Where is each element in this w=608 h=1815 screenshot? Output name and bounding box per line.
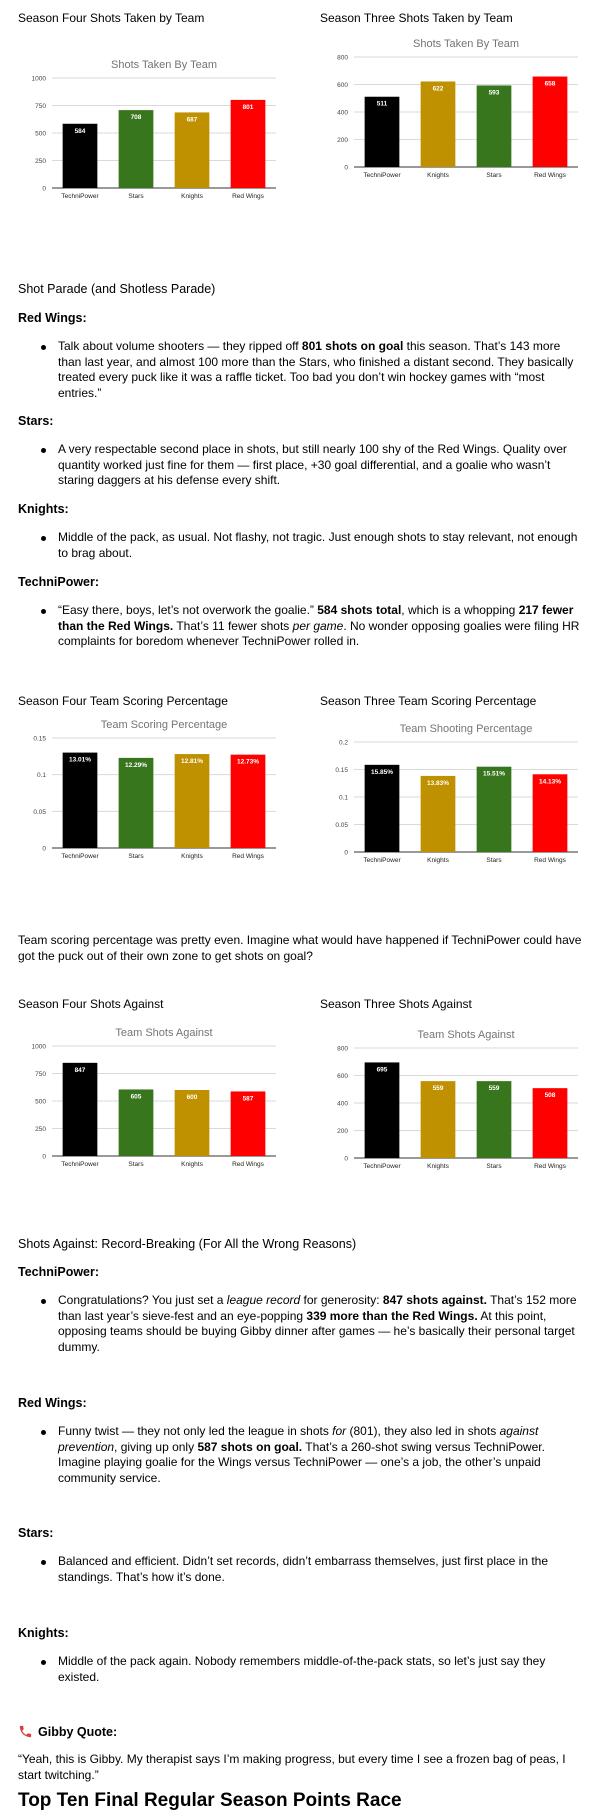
y-tick-label: 0 (42, 845, 46, 853)
y-tick-label: 250 (35, 1126, 46, 1133)
team-heading-knights: Knights: (18, 502, 69, 516)
y-tick-label: 800 (337, 54, 348, 62)
y-tick-label: 0 (344, 164, 348, 172)
bar (63, 1063, 98, 1156)
team-heading-red-wings: Red Wings: (18, 311, 87, 325)
data-label: 508 (544, 1092, 556, 1100)
list-item: Talk about volume shooters — they ripped off 801 shots on goal this season. That’s 143 more than last year, and almost 100 more than the Stars, who finished a distant second. They basically treated every puck like it was a raffle ticket. Too bad you don’t win hockey games with “most entries.” (58, 339, 586, 401)
bar (477, 767, 512, 852)
y-tick-label: 750 (35, 1071, 46, 1078)
chart-s3-shots-taken (320, 37, 590, 197)
quote-label: Gibby Quote: (38, 1724, 118, 1739)
x-tick-label: Red Wings (232, 853, 264, 860)
team-heading-knights: Knights: (18, 1626, 69, 1640)
section-title: Top Ten Final Regular Season Points Race (18, 1790, 402, 1811)
data-label: 695 (376, 1066, 388, 1074)
bar (421, 1081, 456, 1158)
y-tick-label: 1000 (31, 75, 46, 83)
x-tick-label: Stars (128, 193, 144, 200)
x-tick-label: Knights (181, 853, 203, 860)
chart-title: Team Shots Against (417, 1029, 515, 1041)
chart-s4-shots-taken (18, 58, 288, 218)
team-heading-stars: Stars: (18, 414, 54, 428)
chart-title: Shots Taken By Team (111, 59, 217, 71)
data-label: 15.85% (370, 768, 394, 776)
chart-s3-shots-against (320, 1028, 590, 1188)
list-item: Congratulations? You just set a league record for generosity: 847 shots against. That’s 152 more than last year’s sieve-fest and an eye-popping 339 more than the Red Wings. At this point, opposing teams should be buying Gibby dinner after games — he’s basically their personal target dummy. (58, 1293, 586, 1355)
list-item: Balanced and efficient. Didn’t set records, didn’t embarrass themselves, just first place in the standings. That’s how it’s done. (58, 1554, 586, 1585)
data-label: 559 (432, 1085, 444, 1093)
data-label: 15.51% (482, 770, 506, 778)
list-item: A very respectable second place in shots, but still nearly 100 shy of the Red Wings. Quality over quantity worked just fine for them — first place, +30 goal differential, and a goalie who wasn’t staring daggers at his defense every shift. (58, 442, 586, 489)
bar (421, 776, 456, 852)
x-tick-label: Red Wings (534, 857, 566, 864)
y-tick-label: 0.1 (338, 794, 348, 802)
bar (533, 77, 568, 167)
y-tick-label: 200 (337, 137, 348, 144)
x-tick-label: Stars (486, 857, 502, 864)
x-tick-label: Stars (128, 853, 144, 860)
bar (175, 754, 210, 848)
chart-heading: Season Three Shots Taken by Team (320, 11, 513, 25)
y-tick-label: 0.05 (335, 822, 348, 829)
x-tick-label: TechniPower (363, 1163, 401, 1170)
y-tick-label: 200 (337, 1128, 348, 1135)
y-tick-label: 0.15 (33, 735, 46, 743)
x-tick-label: TechniPower (61, 853, 99, 860)
x-tick-label: Knights (427, 172, 449, 179)
data-label: 622 (432, 85, 444, 93)
bar (63, 753, 98, 848)
list-item: Middle of the pack, as usual. Not flashy, not tragic. Just enough shots to stay relevant, not enough to brag about. (58, 530, 586, 561)
data-label: 587 (242, 1095, 254, 1103)
list-item: Middle of the pack again. Nobody remembers middle-of-the-pack stats, so let’s just say they existed. (58, 1654, 586, 1685)
data-label: 605 (130, 1093, 142, 1101)
bar (477, 85, 512, 167)
x-tick-label: Stars (486, 172, 502, 179)
bar (421, 81, 456, 167)
bar (119, 758, 154, 848)
data-label: 511 (376, 100, 388, 108)
y-tick-label: 500 (35, 1098, 46, 1106)
section-heading: Shot Parade (and Shotless Parade) (18, 282, 216, 296)
data-label: 12.73% (236, 758, 260, 766)
phone-icon (18, 1724, 33, 1739)
x-tick-label: Stars (128, 1161, 144, 1168)
x-tick-label: TechniPower (61, 1161, 99, 1168)
y-tick-label: 0.2 (338, 739, 348, 747)
chart-title: Team Shots Against (115, 1027, 213, 1039)
data-label: 14.13% (538, 778, 562, 786)
x-tick-label: TechniPower (61, 193, 99, 200)
y-tick-label: 0.15 (335, 767, 348, 774)
chart-title: Team Scoring Percentage (100, 719, 228, 731)
quote-text: “Yeah, this is Gibby. My therapist says I’m making progress, but every time I see a frozen bag of peas, I start twitching.” (18, 1752, 566, 1782)
list-item: Funny twist — they not only led the league in shots for (801), they also led in shots against prevention, giving up only 587 shots on goal. That’s a 260-shot swing versus TechniPower. Imagine playing goalie for the Wings versus TechniPower — one’s a job, the other’s unpaid community service. (58, 1424, 586, 1486)
bar (533, 774, 568, 852)
team-heading-technipower: TechniPower: (18, 575, 100, 589)
data-label: 658 (544, 80, 556, 88)
x-tick-label: Red Wings (232, 193, 264, 200)
y-tick-label: 400 (337, 1100, 348, 1108)
x-tick-label: Stars (486, 1163, 502, 1170)
y-tick-label: 400 (337, 109, 348, 117)
data-label: 13.83% (426, 779, 450, 787)
chart-title: Shots Taken By Team (413, 38, 519, 50)
data-label: 593 (488, 89, 500, 97)
data-label: 801 (242, 103, 254, 111)
data-label: 708 (130, 114, 142, 122)
data-label: 687 (186, 116, 198, 124)
y-tick-label: 0.05 (33, 808, 46, 816)
y-tick-label: 800 (337, 1045, 348, 1053)
x-tick-label: Knights (181, 193, 203, 200)
data-label: 584 (74, 127, 86, 135)
y-tick-label: 250 (35, 158, 46, 165)
bar (231, 100, 266, 188)
y-tick-label: 0.1 (36, 772, 46, 780)
x-tick-label: Red Wings (232, 1161, 264, 1168)
x-tick-label: Red Wings (534, 172, 566, 179)
bar (119, 110, 154, 188)
x-tick-label: Knights (427, 857, 449, 864)
section-heading: Shots Against: Record-Breaking (For All the Wrong Reasons) (18, 1237, 357, 1251)
bar (365, 765, 400, 852)
y-tick-label: 0 (42, 1153, 46, 1161)
team-heading-red-wings: Red Wings: (18, 1396, 87, 1410)
list-item: “Easy there, boys, let’s not overwork the goalie.” 584 shots total, which is a whopping 217 fewer than the Red Wings. That’s 11 fewer shots per game. No wonder opposing goalies were filing HR complaints for boredom whenever TechniPower rolled in. (58, 603, 586, 650)
chart-s4-scoring-pct (18, 718, 288, 878)
data-label: 600 (186, 1094, 198, 1101)
y-tick-label: 750 (35, 103, 46, 110)
chart-heading: Season Four Shots Taken by Team (18, 11, 205, 25)
chart-s4-shots-against (18, 1026, 288, 1186)
x-tick-label: TechniPower (363, 172, 401, 179)
x-tick-label: Red Wings (534, 1163, 566, 1170)
chart-heading: Season Three Team Scoring Percentage (320, 694, 537, 708)
chart-heading: Season Three Shots Against (320, 997, 472, 1011)
y-tick-label: 500 (35, 130, 46, 138)
chart-heading: Season Four Shots Against (18, 997, 164, 1011)
bar (231, 755, 266, 848)
team-heading-stars: Stars: (18, 1526, 54, 1540)
scoring-note: Team scoring percentage was pretty even. Imagine what would have happened if TechniPower could have got the puck out of their own zone to get shots on goal? (18, 933, 582, 963)
x-tick-label: TechniPower (363, 857, 401, 864)
data-label: 12.29% (124, 761, 148, 769)
bar (477, 1081, 512, 1158)
x-tick-label: Knights (181, 1161, 203, 1168)
y-tick-label: 600 (337, 82, 348, 89)
y-tick-label: 0 (344, 849, 348, 857)
team-heading-technipower: TechniPower: (18, 1265, 100, 1279)
chart-heading: Season Four Team Scoring Percentage (18, 694, 228, 708)
chart-title: Team Shooting Percentage (399, 723, 533, 735)
data-label: 559 (488, 1085, 500, 1093)
bar (175, 112, 210, 188)
data-label: 12.81% (180, 758, 204, 766)
y-tick-label: 0 (344, 1155, 348, 1163)
y-tick-label: 600 (337, 1073, 348, 1080)
quote-heading (18, 1724, 117, 1739)
data-label: 847 (74, 1066, 86, 1074)
bar (365, 1062, 400, 1158)
y-tick-label: 0 (42, 185, 46, 193)
x-tick-label: Knights (427, 1163, 449, 1170)
data-label: 13.01% (68, 756, 92, 764)
y-tick-label: 1000 (31, 1043, 46, 1051)
chart-s3-scoring-pct (320, 722, 590, 882)
